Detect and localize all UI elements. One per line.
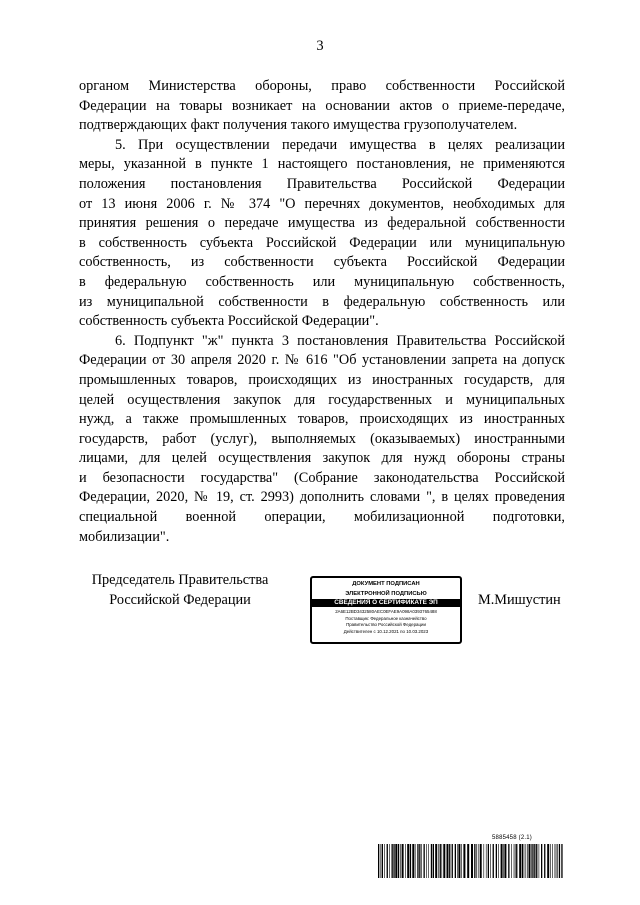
text-line: и безопасности государства" (Собрание законодательства Российской (79, 469, 565, 486)
stamp-serial: 2A6E12BD3432580AEC0EFAE9A098A0393765488 (335, 609, 437, 614)
text-line: государств, работ (услуг), выполняемых (оказываемых) иностранными (79, 430, 565, 447)
stamp-title-line: ДОКУМЕНТ ПОДПИСАН (352, 581, 420, 587)
stamp-title-line: ЭЛЕКТРОННОЙ ПОДПИСЬЮ (345, 591, 427, 597)
text-line: от 13 июня 2006 г. № 374 "О перечнях документов, необходимых для (79, 195, 565, 212)
text-line: меры, указанной в пункте 1 настоящего постановления, не применяются (79, 156, 565, 173)
signatory-position (80, 571, 280, 610)
text-line: Федерации, 2020, № 19, ст. 2993) дополнить словами ", в целях проведения (79, 489, 565, 506)
text-line: подтверждающих факт получения такого имущества грузополучателем. (79, 117, 518, 134)
text-line: положения постановления Правительства Российской Федерации (79, 175, 565, 192)
text-line: в собственность субъекта Российской Федерации или муниципальную (79, 234, 565, 251)
text-line: в федеральную собственность или муниципальную собственность, (79, 273, 565, 290)
text-line: 6. Подпункт "ж" пункта 3 постановления Правительства Российской (115, 332, 565, 349)
signatory-name: М.Мишустин (478, 592, 561, 608)
signatory-position-line: Председатель Правительства (91, 572, 269, 588)
text-line: органом Министерства обороны, право собственности Российской (79, 78, 565, 94)
text-line: специальной военной операции, мобилизационной подготовки, (79, 509, 565, 526)
document-body (79, 77, 565, 547)
document-code: 5885458 (2.1) (492, 835, 532, 841)
text-line: Федерации на товары возникает на основании актов о приеме-передаче, (79, 97, 565, 114)
text-line: собственность, из собственности субъекта Российской Федерации (79, 254, 565, 271)
text-line: промышленных товаров, происходящих из иностранных государств, для (79, 371, 565, 388)
text-line: из муниципальной собственности в федеральную собственность или (79, 293, 565, 310)
signatory-position-line: Российской Федерации (109, 591, 251, 608)
stamp-issuer: Правительство Российской Федерации (346, 622, 426, 628)
text-line: нужд, а также промышленных товаров, происходящих из иностранных (79, 411, 565, 428)
stamp-validity: Действителен с 10.12.2021 по 10.03.2023 (343, 628, 429, 634)
stamp-certificate-band: СВЕДЕНИЯ О СЕРТИФИКАТЕ ЭП (312, 599, 460, 607)
text-line: мобилизации". (79, 528, 170, 545)
barcode-icon (378, 844, 564, 878)
text-line: целей осуществления закупок для государственных и муниципальных (79, 391, 565, 408)
text-line: принятия решения о передаче имущества из федеральной собственности (79, 215, 565, 232)
paragraph-5 (79, 136, 565, 332)
text-line: Федерации от 30 апреля 2020 г. № 616 "Об установлении запрета на допуск (79, 352, 565, 369)
stamp-issuer: Поставщик: Федеральное казначейство (345, 615, 427, 621)
text-line: лицами, для целей осуществления закупок для нужд обороны страны (79, 450, 565, 467)
text-line: собственность субъекта Российской Федерации". (79, 313, 379, 330)
electronic-signature-stamp (310, 576, 462, 644)
paragraph-6 (79, 332, 565, 548)
paragraph-continuation (79, 77, 565, 136)
page-number: 3 (316, 38, 324, 54)
text-line: 5. При осуществлении передачи имущества в целях реализации (115, 136, 565, 153)
